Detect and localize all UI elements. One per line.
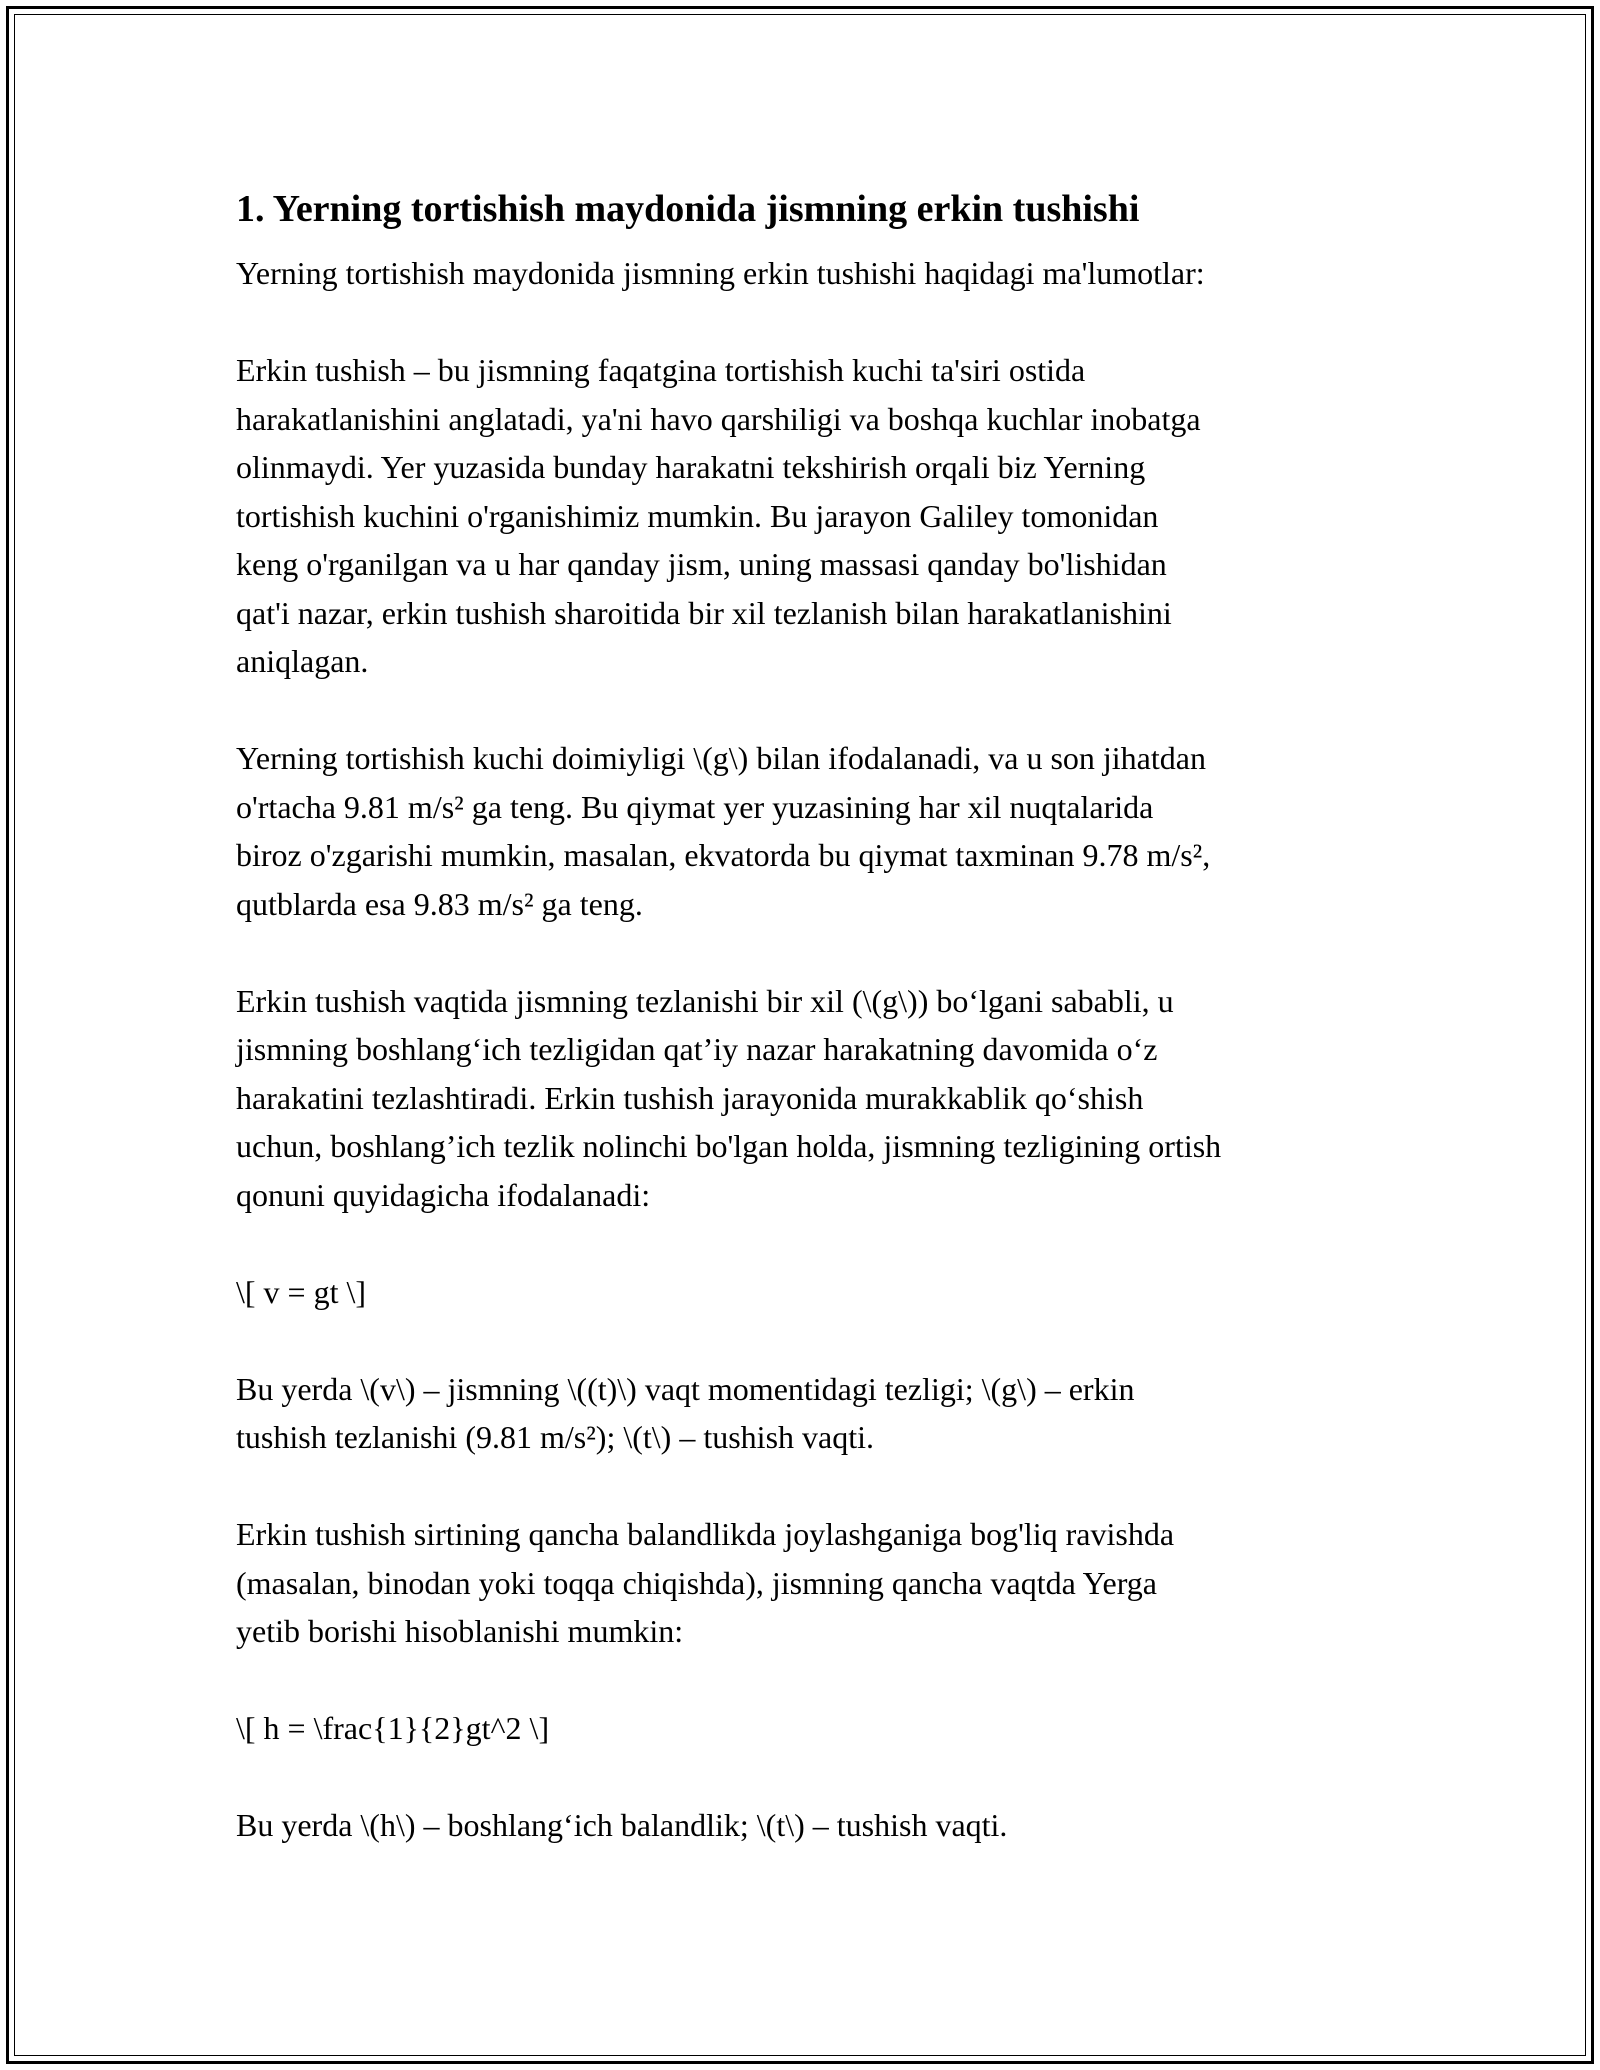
gravity-constant-paragraph: Yerning tortishish kuchi doimiyligi \(g\) bilan ifodalanadi, va u son jihatdan o'rtacha 9.81 m/s² ga teng. Bu qiymat yer yuzasining har xil nuqtalarida biroz o'zgarishi mumkin, masalan, ekvatorda bu qiymat taxminan 9.78 m/s², qutblarda esa 9.83 m/s² ga teng. <box>236 740 1211 922</box>
acceleration-paragraph: Erkin tushish vaqtida jismning tezlanishi bir xil (\(g\)) bo‘lgani sababli, u jismning boshlang‘ich tezligidan qat’iy nazar harakatning davomida o‘z harakatini tezlashtiradi. Erkin tushish jarayonida murakkablik qo‘shish uchun, boshlang’ich tezlik nolinchi bo'lgan holda, jismning tezligining ortish qonuni quyidagicha ifodalanadi: <box>236 982 1222 1213</box>
definition-paragraph: Erkin tushish – bu jismning faqatgina tortishish kuchi ta'siri ostida harakatlanishini anglatadi, ya'ni havo qarshiligi va boshqa kuchlar inobatga olinmaydi. Yer yuzasida bunday harakatni tekshirish orqali biz Yerning tortishish kuchini o'rganishimiz mumkin. Bu jarayon Galiley tomonidan keng o'rganilgan va u har qanday jism, uning massasi qanday bo'lishidan qat'i nazar, erkin tushish sharoitida bir xil tezlanish bilan harakatlanishini aniqlagan. <box>236 352 1201 679</box>
height-paragraph: Erkin tushish sirtining qancha balandlikda joylashganiga bog'liq ravishda (masalan, binodan yoki toqqa chiqishda), jismning qancha vaqtda Yerga yetib borishi hisoblanishi mumkin: <box>236 1516 1175 1649</box>
section-heading: 1. Yerning tortishish maydonida jismning erkin tushishi <box>236 188 1140 230</box>
intro-paragraph: Yerning tortishish maydonida jismning erkin tushishi haqidagi ma'lumotlar: <box>236 255 1205 291</box>
height-explanation: Bu yerda \(h\) – boshlang‘ich balandlik; \(t\) – tushish vaqti. <box>236 1807 1008 1843</box>
height-formula: \[ h = \frac{1}{2}gt^2 \] <box>236 1710 550 1746</box>
document-body <box>236 185 1376 1898</box>
velocity-explanation: Bu yerda \(v\) – jismning \((t)\) vaqt momentidagi tezligi; \(g\) – erkin tushish tezlanishi (9.81 m/s²); \(t\) – tushish vaqti. <box>236 1370 1135 1455</box>
velocity-formula: \[ v = gt \] <box>236 1273 367 1310</box>
